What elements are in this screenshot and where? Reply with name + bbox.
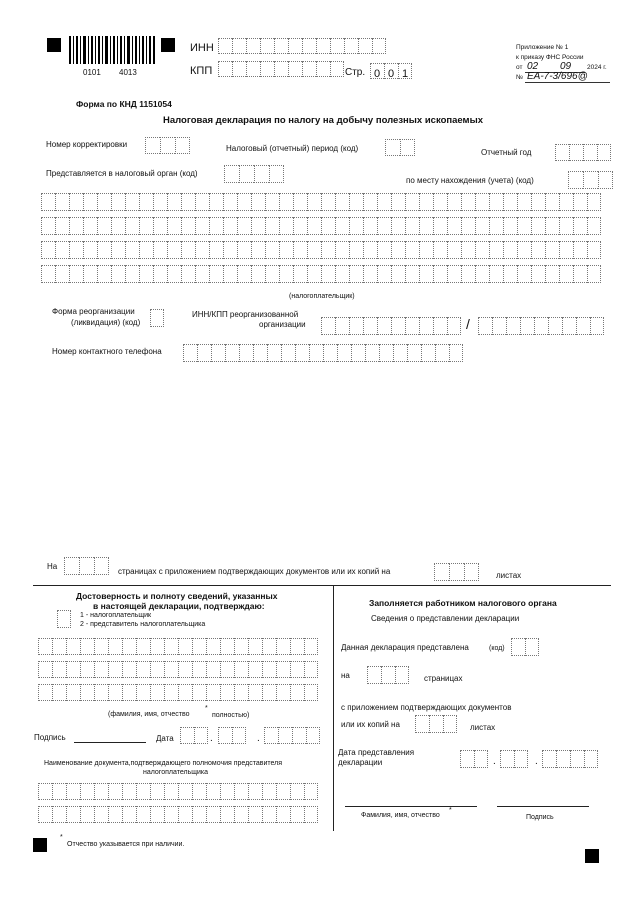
tax-office-subtitle: Сведения о представлении декларации [371,614,520,623]
taxpayer-row[interactable] [41,193,601,211]
appendix-line-4-prefix: № [516,74,523,81]
correction-number-field[interactable] [145,137,190,154]
submitted-code-field[interactable] [511,638,539,656]
page-digit: 0 [387,68,395,80]
attachments-label: с приложением подтверждающих документов [341,703,512,712]
date-dot: . [257,733,260,744]
doc-name-label-2: налогоплательщика [143,769,209,776]
page-number-field[interactable] [370,63,412,79]
tax-period-field[interactable] [385,139,415,156]
submission-date-day[interactable] [460,750,488,768]
pages-prefix: На [47,562,58,571]
official-name-star: * [449,807,452,814]
kpp-label: КПП [190,65,213,77]
kpp-field[interactable] [218,61,344,77]
confirmation-title-1: Достоверность и полноту сведений, указанных [76,591,278,601]
location-code-field[interactable] [568,171,613,189]
tax-period-label: Налоговый (отчетный) период (код) [226,144,359,153]
taxpayer-row[interactable] [41,265,601,283]
doc-name-row[interactable] [38,806,318,823]
correction-number-label: Номер корректировки [46,140,128,149]
reorg-separator: / [466,316,470,332]
page-label: Стр. [345,67,366,78]
appendix-line-3-prefix: от [516,64,523,71]
appendix-line-2: к приказу ФНС России [516,54,584,61]
appendix-date-day: 02 [527,61,539,72]
footnote-star: * [60,834,63,841]
appendix-date-month: 09 [560,61,572,72]
pages-received-field[interactable] [367,666,409,684]
signer-name-row[interactable] [38,684,318,701]
appendix-number-underline [525,82,610,83]
marker-top-left [47,38,61,52]
signer-option-2: 2 - представитель налогоплательщика [80,621,206,628]
taxpayer-row[interactable] [41,217,601,235]
fio-caption-1: (фамилия, имя, отчество [108,711,190,718]
pages-count-field[interactable] [64,557,109,575]
submitted-code-label: (код) [489,645,505,652]
signer-name-row[interactable] [38,638,318,655]
submitted-label: Данная декларация представлена [341,643,469,652]
sign-date-year[interactable] [264,727,320,744]
official-signature-label: Подпись [526,814,554,821]
sign-date-day[interactable] [180,727,208,744]
phone-label: Номер контактного телефона [52,347,162,356]
tax-authority-field[interactable] [224,165,284,183]
official-name-line[interactable] [345,806,477,807]
signer-name-row[interactable] [38,661,318,678]
fio-caption-star: * [205,705,208,712]
official-name-label: Фамилия, имя, отчество [361,812,440,819]
pages-received-label: страницах [424,674,463,683]
page-digit: 0 [373,68,381,80]
taxpayer-caption: (налогоплательщик) [289,293,355,300]
sheets-count-field[interactable] [434,563,479,581]
section-divider-horizontal [33,585,611,586]
signer-type-field[interactable] [57,610,71,628]
marker-bottom-left [33,838,47,852]
barcode [69,36,155,66]
doc-name-label-1: Наименование документа,подтверждающего полномочия представителя [44,760,283,767]
on-label: на [341,671,350,680]
sign-date-month[interactable] [218,727,246,744]
reorg-innkpp-label-1: ИНН/КПП реорганизованной [192,310,299,319]
reorg-form-label-2: (ликвидация) (код) [71,318,141,327]
tax-authority-label: Представляется в налоговый орган (код) [46,169,198,178]
official-signature-line[interactable] [497,806,589,807]
marker-bottom-right [585,849,599,863]
submission-date-month[interactable] [500,750,528,768]
appendix-order-number: ЕА-7-3/696@ [527,71,588,82]
phone-field[interactable] [183,344,463,362]
section-divider-vertical [333,585,334,831]
marker-top-middle [161,38,175,52]
reporting-year-label: Отчетный год [481,148,532,157]
pages-text: страницах с приложением подтверждающих документов или их копий на [118,567,391,576]
reorg-inn-field[interactable] [321,317,461,335]
signature-label: Подпись [34,733,66,742]
confirmation-title-2: в настоящей декларации, подтверждаю: [93,601,265,611]
footnote-text: Отчество указывается при наличии. [67,841,185,848]
fio-caption-2: полностью) [212,712,250,719]
submission-date-label-2: декларации [338,758,383,767]
barcode-number-right: 4013 [119,68,137,77]
date-dot: . [535,756,538,767]
appendix-line-1: Приложение № 1 [516,44,569,51]
date-dot: . [210,733,213,744]
reorg-innkpp-label-2: организации [259,320,306,329]
signer-option-1: 1 - налогоплательщик [80,612,152,619]
form-title: Налоговая декларация по налогу на добычу полезных ископаемых [163,115,483,126]
submission-date-label-1: Дата представления [338,748,415,757]
knd-code: Форма по КНД 1151054 [76,99,172,109]
sheets-label: листах [496,571,522,580]
inn-label: ИНН [190,42,214,54]
date-label: Дата [156,734,174,743]
barcode-number-left: 0101 [83,68,101,77]
appendix-year: 2024 г. [587,64,607,71]
reorg-form-field[interactable] [150,309,164,327]
reorg-kpp-field[interactable] [478,317,604,335]
copies-sheets-label: листах [470,723,496,732]
tax-office-title: Заполняется работником налогового органа [369,598,557,608]
inn-field[interactable] [218,38,386,54]
location-label: по месту нахождения (учета) (код) [406,176,534,185]
page-digit: 1 [401,68,409,80]
doc-name-row[interactable] [38,783,318,800]
signature-line[interactable] [74,742,146,743]
copies-label: или их копий на [341,720,400,729]
taxpayer-row[interactable] [41,241,601,259]
reporting-year-field[interactable] [555,144,611,161]
submission-date-year[interactable] [542,750,598,768]
copies-sheets-field[interactable] [415,715,457,733]
reorg-form-label-1: Форма реорганизации [52,307,135,316]
date-dot: . [493,756,496,767]
